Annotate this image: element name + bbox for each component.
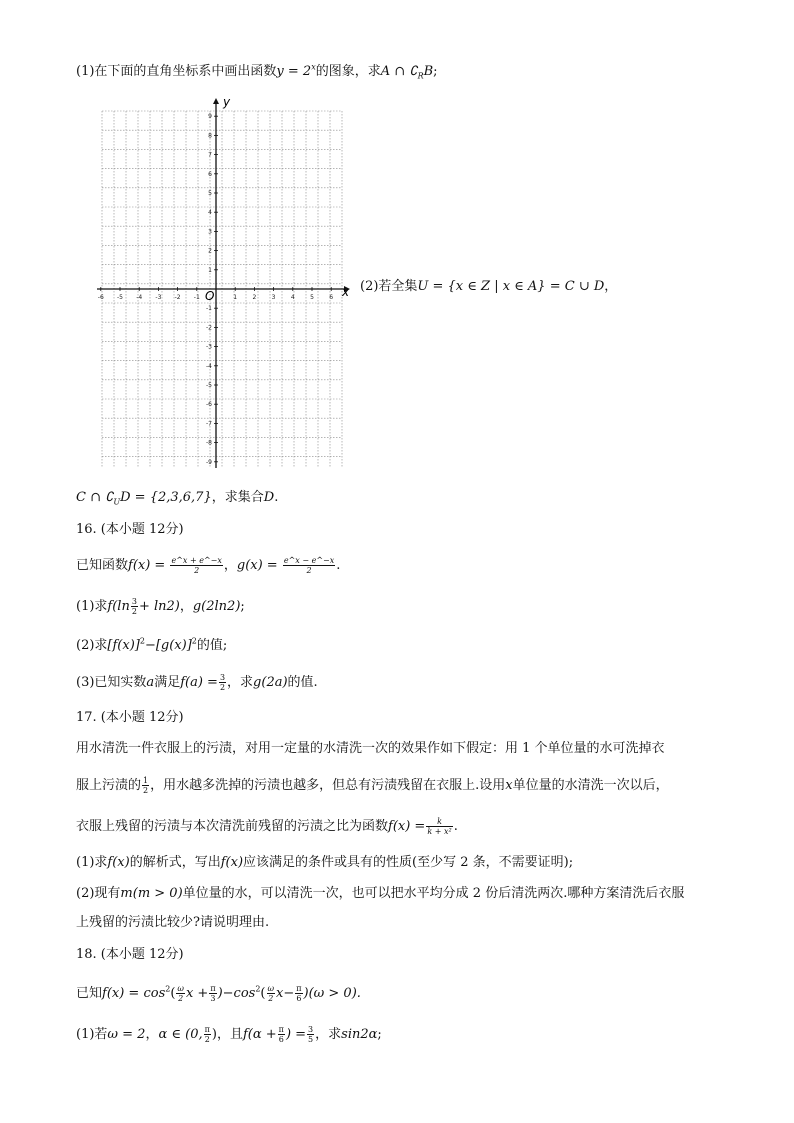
y-tick-label: 3	[208, 228, 212, 236]
x-tick-label: -6	[97, 294, 104, 301]
y-tick-label: -8	[206, 439, 212, 447]
y-tick-label: 1	[208, 266, 212, 274]
q15-part2: (2)若全集U = {x ∈ Z | x ∈ A} = C ∪ D，	[360, 279, 618, 294]
y-axis-arrow	[213, 98, 219, 104]
q17-line1: 用水清洗一件衣服上的污渍，对用一定量的水清洗一次的效果作如下假定：用 1 个单位量的水可洗掉衣	[76, 741, 665, 756]
q15-cd-set: D = {2,3,6,7}	[120, 490, 212, 505]
y-tick-label: -5	[206, 382, 212, 389]
q17-line2: 服上污渍的 $\frac{1}{2}$ ，用水越多洗掉的污渍也越多，但总有污渍残留在衣服上.设用x单位量的水清洗一次以后，	[76, 776, 669, 795]
q17-part2: (2)现有m(m > 0)单位量的水，可以清洗一次，也可以把水平均分成 2 份后清洗两次.哪种方案清洗后衣服	[76, 886, 685, 901]
q15-universal-set: U = {x ∈ Z | x ∈ A} = C ∪ D	[417, 279, 605, 294]
q16-g-fraction: $\frac{e\^{}x - e\^{}-x}{2}$	[283, 556, 335, 575]
x-tick-label: -4	[136, 294, 143, 301]
y-tick-label: 8	[208, 132, 212, 140]
y-tick-label: -3	[206, 343, 212, 351]
q15-set-expr: A ∩ ∁	[380, 64, 418, 79]
q17-part2-cont: 上残留的污渍比较少?请说明理由.	[76, 915, 270, 930]
y-tick-label: 9	[208, 113, 212, 121]
q17-part1: (1)求f(x)的解析式，写出f(x)应该满足的条件或具有的性质(至少写 2 条，不需要证明);	[76, 855, 574, 870]
y-tick-label: -9	[206, 458, 212, 466]
y-tick-label: -4	[206, 362, 212, 370]
q18-part1: (1)若ω = 2，α ∈ (0, $\frac{\pi}{2}$ )，且f(α + $\frac{\pi}{6}$ ) = $\frac{3}{5}$ ，求sin2α;	[76, 1025, 382, 1044]
q18-heading: 18. (本小题 12分)	[76, 947, 184, 962]
q16-part2: (2)求$[f(x)]^2-[g(x)]^2$的值;	[76, 636, 228, 653]
q15-set-b: B	[423, 64, 434, 79]
q16-f-fraction: $\frac{e\^{}x + e\^{}-x}{2}$	[171, 556, 222, 575]
q17-line3: 衣服上残留的污渍与本次清洗前残留的污渍之比为函数f(x) = $\frac{k}{\text{k + x²}}$ .	[76, 817, 458, 836]
q15-part1-text2: 的图象，求	[315, 64, 381, 79]
x-tick-label: -2	[174, 294, 181, 301]
x-tick-label: 2	[252, 294, 257, 301]
origin-label: O	[205, 289, 215, 303]
q15-exponent: x	[311, 62, 316, 72]
q15-part2-text: (2)若全集	[360, 279, 418, 294]
y-tick-label: 7	[208, 151, 212, 159]
x-tick-label: 6	[329, 294, 334, 301]
y-tick-label: -7	[206, 420, 212, 428]
x-axis-label: x	[342, 285, 350, 299]
q16-part3: (3)已知实数a满足f(a) = $\frac{3}{2}$ ，求g(2a)的值.	[76, 673, 318, 692]
y-tick-label: 2	[208, 247, 212, 255]
x-tick-label: -1	[193, 294, 200, 301]
y-tick-label: -6	[206, 401, 212, 409]
x-tick-label: 5	[310, 294, 314, 301]
coordinate-grid	[92, 96, 352, 470]
x-tick-label: 3	[271, 294, 276, 301]
q16-heading: 16. (本小题 12分)	[76, 522, 184, 537]
q15-part2-cont: C ∩ $∁_UD = \{2,3,6,7\}$，求集合D.	[76, 490, 279, 507]
q17-heading: 17. (本小题 12分)	[76, 710, 184, 725]
y-tick-label: 6	[208, 170, 212, 178]
q15-function: y = 2	[276, 64, 312, 79]
x-tick-label: -5	[117, 294, 123, 301]
q16-given: 已知函数f(x) = $\frac{e\^{}x + e\^{}-x}{2}$ ，g(x) = $\frac{e\^{}x - e\^{}-x}{2}$ .	[76, 556, 341, 575]
y-tick-label: -1	[206, 305, 212, 313]
q18-given: 已知$f(x) = \cos^2$( $\frac{\omega}{2}$ x + $\frac{\pi}{3}$ )$-\cos^2$( $\frac{\omega}{2}$ x− $\frac{\pi}{6}$ )(ω > 0).	[76, 984, 361, 1003]
y-axis-label: y	[223, 96, 231, 109]
q15-complement-sub: R	[417, 71, 424, 81]
q15-part1-text: (1)在下面的直角坐标系中画出函数	[76, 64, 277, 79]
q16-part1: (1)求f(ln $\frac{3}{2}$ + ln2)，g(2ln2);	[76, 597, 245, 616]
y-tick-label: 5	[208, 190, 212, 197]
x-tick-label: -3	[155, 294, 162, 301]
y-tick-label: 4	[208, 209, 212, 217]
y-tick-label: -2	[206, 324, 212, 332]
q15-cd-expr: C ∩ ∁	[76, 490, 114, 505]
x-tick-label: 1	[233, 294, 238, 301]
q15-part1: (1)在下面的直角坐标系中画出函数$y = 2^x$的图象，求A ∩ $∁_RB$;	[76, 62, 438, 81]
x-tick-label: 4	[290, 294, 295, 301]
